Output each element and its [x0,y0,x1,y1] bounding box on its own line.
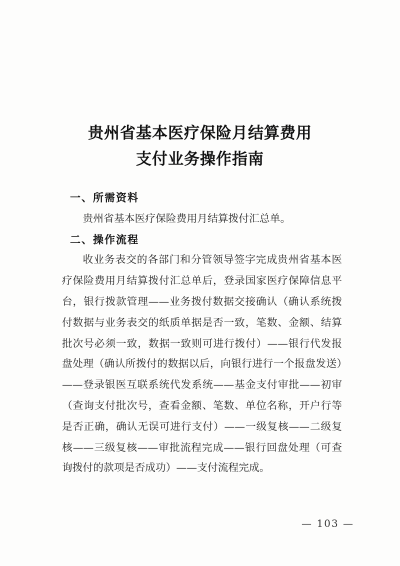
title-line-1: 贵州省基本医疗保险月结算费用 [87,124,312,142]
section-heading-procedure: 二、操作流程 [70,233,139,246]
page-number: — 103 — [301,519,354,530]
document-body [62,188,342,479]
section-heading-materials: 一、所需资料 [70,192,139,204]
section-text-materials: 贵州省基本医疗保险费用月结算拨付汇总单。 [82,212,291,225]
section-text-procedure: 收业务表交的各部门和分管领导签字完成贵州省基本医疗保险费用月结算拨付汇总单后，登录国家医疗保障信息平台，银行拨款管理——业务拨付数据交接确认（确认系统拨付数据与业务表交的纸质单据是否一致，笔数、金额、结算批次号必须一致，数据一致则可进行拨付）——银行代发报盘处理（确认所拨付的数据以后，向银行进行一个报盘发送）——登录银医互联系统代发系统——基金支付审批——初审（查询支付批次号，查看金额、笔数、单位名称，开户行等是否正确，确认无误可进行支付）——一级复核——二级复核——三级复核——审批流程完成——银行回盘处理（可查询拨付的款项是否成功）——支付流程完成。 [62,254,342,475]
title-line-2: 支付业务操作指南 [135,150,264,168]
page-title [40,120,360,172]
